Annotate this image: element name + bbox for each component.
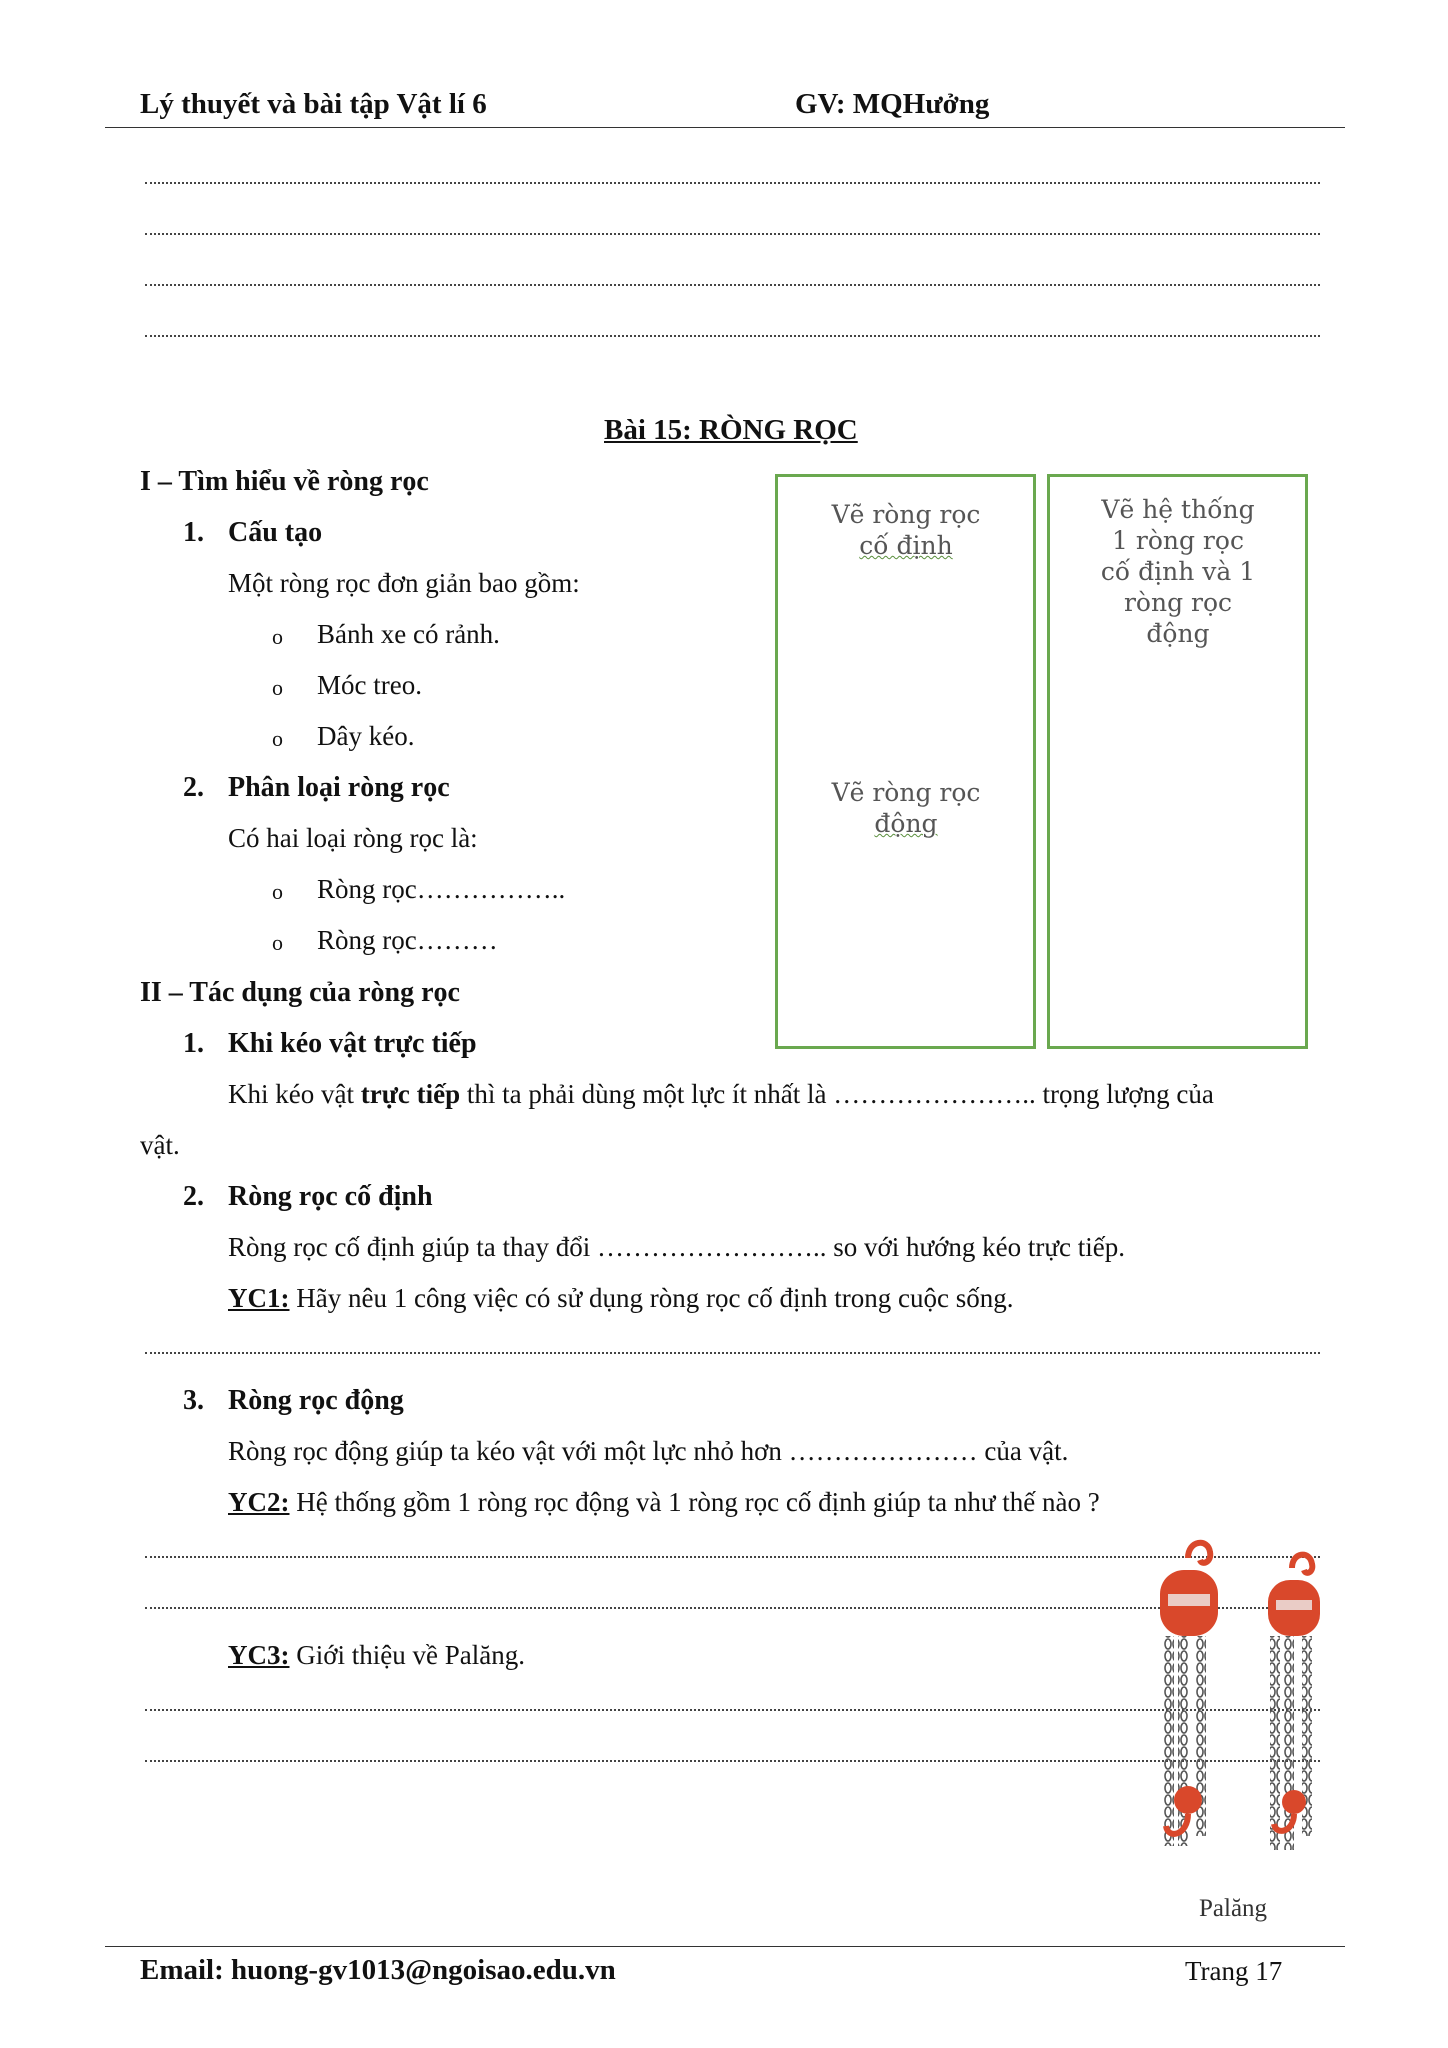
section2-sub1-text: Khi kéo vật trực tiếp thì ta phải dùng một lực ít nhất là ………………….. trọng lượng của — [228, 1079, 1214, 1109]
yc1-question: YC1: Hãy nêu 1 công việc có sử dụng ròng rọc cố định trong cuộc sống. — [228, 1283, 1014, 1313]
answer-line — [145, 233, 1320, 236]
section1-sub2-number: 2. — [183, 772, 204, 803]
bullet-circle: o — [272, 930, 283, 955]
section1-sub1-intro: Một ròng rọc đơn giản bao gồm: — [228, 568, 580, 598]
section2-sub3-number: 3. — [183, 1385, 204, 1416]
yc2-question: YC2: Hệ thống gồm 1 ròng rọc động và 1 ròng rọc cố định giúp ta như thế nào ? — [228, 1487, 1100, 1517]
section2-sub2-number: 2. — [183, 1181, 204, 1212]
section2-sub3-heading: Ròng rọc động — [228, 1385, 404, 1416]
list-item: Ròng rọc…………….. — [317, 874, 566, 904]
footer-email: Email: huong-gv1013@ngoisao.edu.vn — [140, 1954, 616, 1986]
yc3-question: YC3: Giới thiệu về Palăng. — [228, 1640, 525, 1670]
section2-sub1-text-cont: vật. — [140, 1130, 180, 1160]
answer-line — [145, 335, 1320, 338]
answer-line — [145, 1352, 1320, 1355]
section2-sub2-text: Ròng rọc cố định giúp ta thay đổi …………………….. so với hướng kéo trực tiếp. — [228, 1232, 1125, 1262]
section2-sub2-heading: Ròng rọc cố định — [228, 1181, 433, 1212]
section1-sub2-intro: Có hai loại ròng rọc là: — [228, 823, 478, 853]
header-right: GV: MQHưởng — [795, 88, 990, 120]
bullet-circle: o — [272, 624, 283, 649]
hoist-left — [1160, 1543, 1218, 1846]
section1-sub1-heading: Cấu tạo — [228, 517, 323, 548]
list-item: Dây kéo. — [317, 721, 415, 751]
hoist-right — [1268, 1555, 1320, 1850]
list-item: Bánh xe có rảnh. — [317, 619, 500, 649]
header-rule — [105, 127, 1345, 128]
image-caption: Palăng — [1199, 1895, 1268, 1922]
answer-line — [145, 182, 1320, 185]
section2-sub3-text: Ròng rọc động giúp ta kéo vật với một lực nhỏ hơn ………………… của vật. — [228, 1436, 1069, 1466]
list-item: Ròng rọc……… — [317, 925, 498, 955]
section2-sub1-heading: Khi kéo vật trực tiếp — [228, 1028, 477, 1059]
section1-sub2-heading: Phân loại ròng rọc — [228, 772, 450, 803]
section2-sub1-number: 1. — [183, 1028, 204, 1059]
bullet-circle: o — [272, 879, 283, 904]
header-left: Lý thuyết và bài tập Vật lí 6 — [140, 88, 487, 120]
section1-heading: I – Tìm hiểu về ròng rọc — [140, 466, 429, 497]
box-label-movable-pulley: Vẽ ròng rọc động — [831, 778, 981, 838]
chain-hoist-image — [1140, 1530, 1340, 1875]
box-label-fixed-pulley: Vẽ ròng rọc cố định — [831, 500, 981, 560]
section2-heading: II – Tác dụng của ròng rọc — [140, 977, 460, 1008]
answer-line — [145, 284, 1320, 287]
box-label-pulley-system: Vẽ hệ thống 1 ròng rọc cố định và 1 ròng rọc động — [1100, 495, 1256, 648]
bullet-circle: o — [272, 726, 283, 751]
section1-sub1-number: 1. — [183, 517, 204, 548]
list-item: Móc treo. — [317, 670, 422, 700]
lesson-title: Bài 15: RÒNG RỌC — [604, 414, 858, 446]
footer-rule — [105, 1946, 1345, 1947]
footer-page-number: Trang 17 — [1185, 1956, 1283, 1986]
bullet-circle: o — [272, 675, 283, 700]
